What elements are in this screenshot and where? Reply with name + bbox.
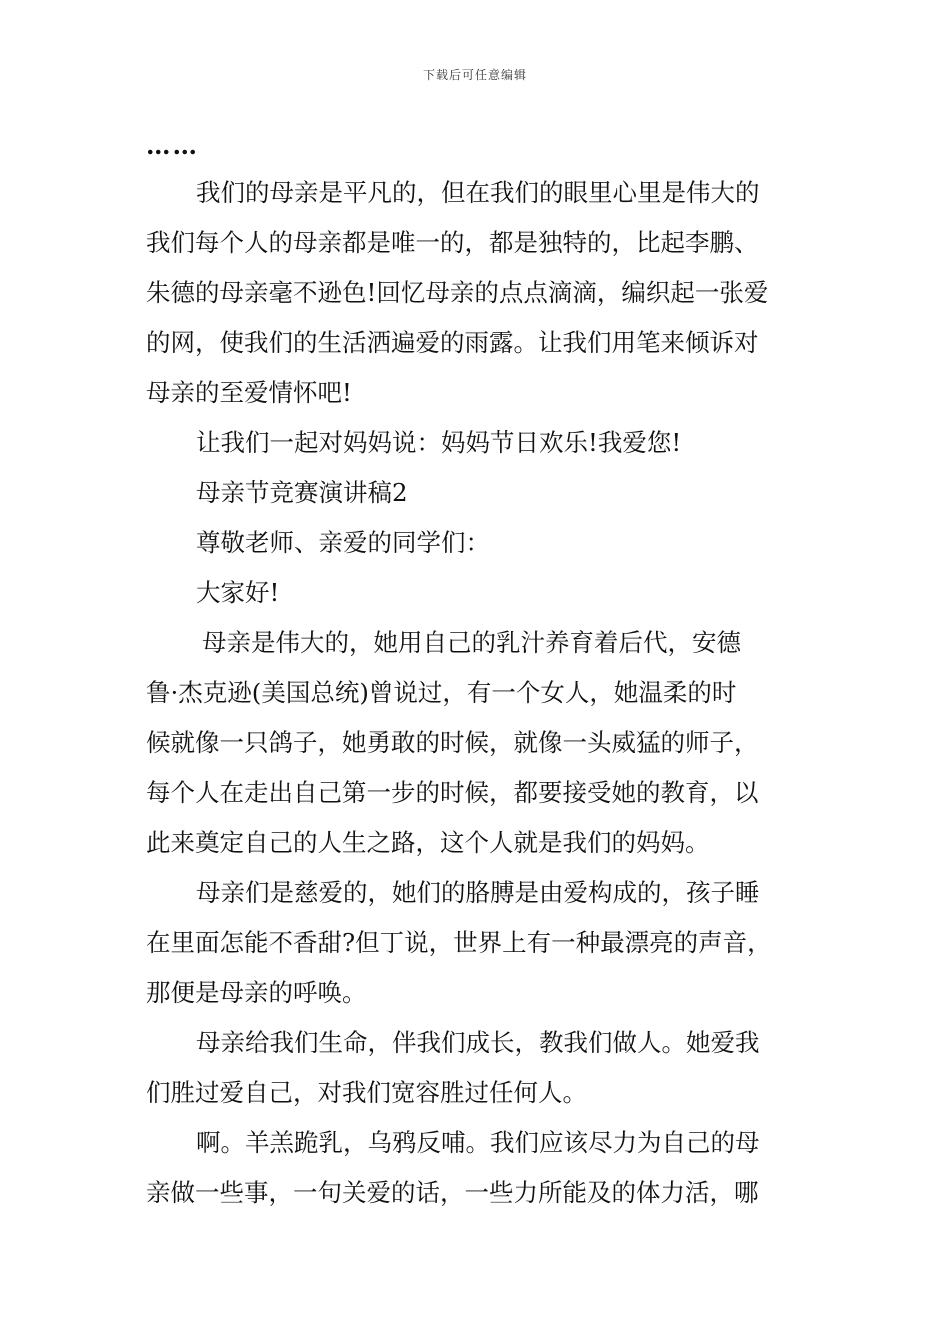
salutation: 尊敬老师、亲爱的同学们： <box>196 528 490 557</box>
document-body <box>146 124 808 1218</box>
page-header: 下载后可任意编辑 <box>422 68 527 82</box>
text-line: 母亲的至爱情怀吧! <box>146 378 352 407</box>
text-line: 们胜过爱自己，对我们宽容胜过任何人。 <box>146 1078 587 1107</box>
text-line: 母亲给我们生命，伴我们成长，教我们做人。她爱我 <box>196 1028 760 1057</box>
text-line: 啊。羊羔跪乳，乌鸦反哺。我们应该尽力为自己的母 <box>196 1128 760 1157</box>
text-line: 每个人在走出自己第一步的时候，都要接受她的教育，以 <box>146 778 759 807</box>
text-line: 我们每个人的母亲都是唯一的，都是独特的，比起李鹏、 <box>146 228 759 257</box>
text-line: 的网，使我们的生活洒遍爱的雨露。让我们用笔来倾诉对 <box>146 328 759 357</box>
text-line: …… <box>146 131 199 160</box>
greeting: 大家好! <box>196 578 280 607</box>
text-line: 我们的母亲是平凡的，但在我们的眼里心里是伟大的 <box>196 178 760 207</box>
text-line: 此来奠定自己的人生之路，这个人就是我们的妈妈。 <box>146 828 710 857</box>
text-line: 候就像一只鸽子，她勇敢的时候，就像一头威猛的师子， <box>146 728 759 757</box>
text-line: 母亲们是慈爱的，她们的胳膊是由爱构成的，孩子睡 <box>196 878 760 907</box>
text-line: 在里面怎能不香甜?但丁说，世界上有一种最漂亮的声音， <box>146 928 772 957</box>
text-line: 母亲是伟大的，她用自己的乳汁养育着后代，安德 <box>202 628 741 657</box>
text-line: 朱德的母亲毫不逊色!回忆母亲的点点滴滴，编织起一张爱 <box>146 278 769 307</box>
text-line: 鲁·杰克逊(美国总统)曾说过，有一个女人，她温柔的时 <box>146 678 737 707</box>
text-line: 让我们一起对妈妈说：妈妈节日欢乐!我爱您! <box>196 428 682 457</box>
text-line: 那便是母亲的呼唤。 <box>146 978 367 1007</box>
section-title: 母亲节竞赛演讲稿2 <box>196 478 408 507</box>
text-line: 亲做一些事，一句关爱的话，一些力所能及的体力活，哪 <box>146 1178 759 1207</box>
